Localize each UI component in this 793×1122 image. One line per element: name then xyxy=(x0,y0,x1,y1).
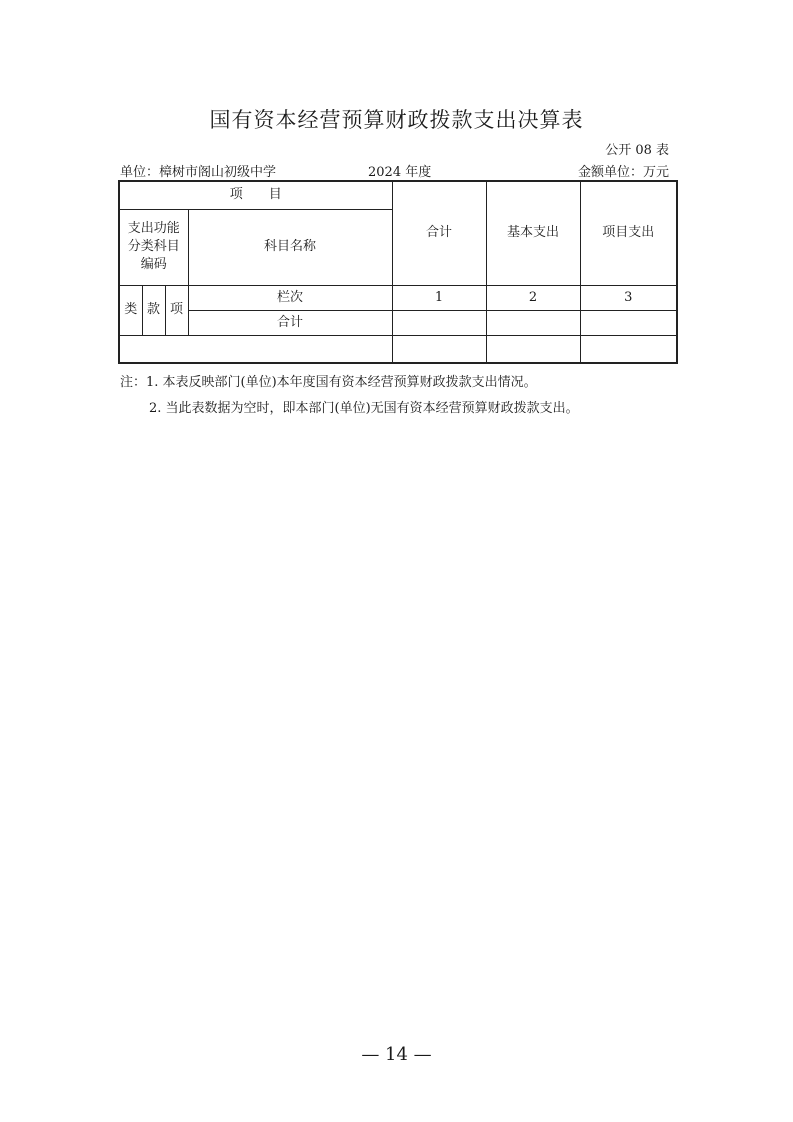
code-xiang: 项 xyxy=(165,285,188,335)
empty-row-cell xyxy=(486,335,580,363)
code-kuan: 款 xyxy=(142,285,165,335)
fiscal-year: 2024 年度 xyxy=(368,165,432,180)
amount-unit: 金额单位：万元 xyxy=(577,165,669,180)
col-no-3: 3 xyxy=(580,285,677,310)
subject-name-header: 科目名称 xyxy=(188,209,392,285)
col-no-2: 2 xyxy=(486,285,580,310)
total-value-cell xyxy=(580,310,677,335)
code-lei: 类 xyxy=(119,285,142,335)
item-header: 项 目 xyxy=(119,181,392,209)
budget-table xyxy=(118,180,678,364)
empty-row-cell xyxy=(119,335,392,363)
page-title: 国有资本经营预算财政拨款支出决算表 xyxy=(209,108,584,132)
page-number: — 14 — xyxy=(361,1044,432,1065)
notes xyxy=(120,370,579,422)
func-code-header: 支出功能分类科目编码 xyxy=(119,209,188,285)
note-2: 2. 当此表数据为空时，即本部门(单位)无国有资本经营预算财政拨款支出。 xyxy=(149,401,579,416)
note-1: 注：1. 本表反映部门(单位)本年度国有资本经营预算财政拨款支出情况。 xyxy=(120,375,537,390)
empty-row-cell xyxy=(580,335,677,363)
lanci-label: 栏次 xyxy=(188,285,392,310)
unit-label: 单位：樟树市阁山初级中学 xyxy=(120,165,277,180)
empty-row-cell xyxy=(392,335,486,363)
col-no-1: 1 xyxy=(392,285,486,310)
form-number: 公开 08 表 xyxy=(605,143,669,158)
col-header-total: 合计 xyxy=(392,181,486,285)
col-header-project: 项目支出 xyxy=(580,181,677,285)
total-value-cell xyxy=(392,310,486,335)
total-value-cell xyxy=(486,310,580,335)
col-header-basic: 基本支出 xyxy=(486,181,580,285)
total-row-label: 合计 xyxy=(188,310,392,335)
